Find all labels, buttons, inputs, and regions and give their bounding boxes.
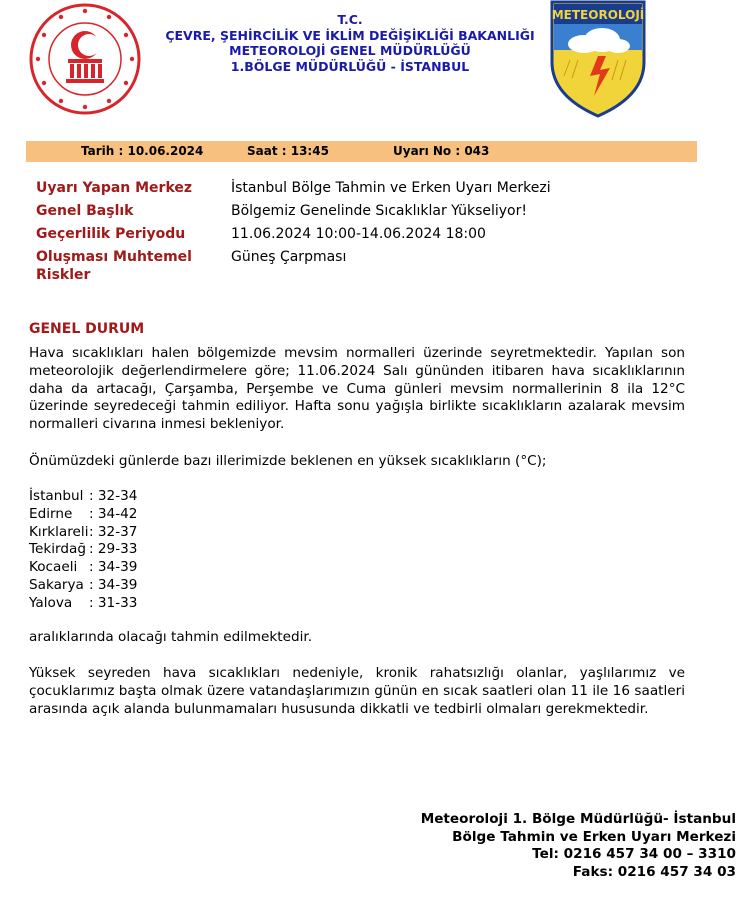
temperature-range: : 31-33 <box>89 594 138 611</box>
footer-directorate: Meteoroloji 1. Bölge Müdürlüğü- İstanbul <box>420 811 736 827</box>
paragraph-forecast-note: aralıklarında olacağı tahmin edilmektedir. <box>29 629 313 645</box>
list-item <box>29 524 137 542</box>
paragraph-situation: Hava sıcaklıkları halen bölgemizde mevsim normalleri üzerinde seyretmektedir. Yapılan son meteorolojik değerlendirmelere göre; 11.06.2024 Salı gününden itibaren hava sıcaklıklarının daha da artacağı, Çarşamba, Perşembe ve Cuma günleri mevsim normallerinin 8 ila 12°C üzerinde seyredeceği tahmin ediliyor. Hafta sonu yağışla birlikte sıcaklıkların azalarak mevsim normalleri civarına inmesi bekleniyor. <box>29 345 685 433</box>
list-item <box>29 488 137 506</box>
meta-value: İstanbul Bölge Tahmin ve Erken Uyarı Merkezi <box>231 180 551 196</box>
list-item <box>29 595 137 613</box>
paragraph-temperature-intro: Önümüzdeki günlerde bazı illerimizde beklenen en yüksek sıcaklıkların (°C); <box>29 453 547 469</box>
ministry-seal-logo <box>26 3 144 115</box>
meta-label: Genel Başlık <box>36 203 134 219</box>
meta-row-risks <box>36 248 716 288</box>
meta-value: Bölgemiz Genelinde Sıcaklıklar Yükseliyor! <box>231 203 527 219</box>
temperature-range: : 34-42 <box>89 505 138 522</box>
meta-label: Uyarı Yapan Merkez <box>36 180 193 196</box>
warning-date: Tarih : 10.06.2024 <box>81 144 204 158</box>
meta-label: Geçerlilik Periyodu <box>36 226 186 242</box>
footer-phone: Tel: 0216 457 34 00 – 3310 <box>532 846 736 862</box>
warning-time: Saat : 13:45 <box>247 144 329 158</box>
temperature-list <box>29 488 137 613</box>
footer-fax: Faks: 0216 457 34 03 <box>572 863 736 880</box>
header-line-ministry: ÇEVRE, ŞEHİRCİLİK VE İKLİM DEĞİŞİKLİĞİ BAKANLIĞI <box>165 27 535 43</box>
city-name: Edirne <box>29 505 73 522</box>
warning-meta-table <box>36 179 716 288</box>
warning-number: Uyarı No : 043 <box>393 144 490 158</box>
header-line-tc: T.C. <box>337 12 363 27</box>
temperature-range: : 32-37 <box>89 523 138 540</box>
document-header <box>150 12 550 74</box>
list-item <box>29 577 137 595</box>
temperature-range: : 32-34 <box>89 488 138 504</box>
list-item <box>29 506 137 524</box>
meta-row-title <box>36 202 716 225</box>
temperature-range: : 34-39 <box>89 559 138 576</box>
temperature-range: : 34-39 <box>89 576 138 593</box>
city-name: Yalova <box>29 594 73 611</box>
svg-text:METEOROLOJİ: METEOROLOJİ <box>551 8 645 22</box>
meta-label: Oluşması Muhtemel Riskler <box>36 249 192 283</box>
meta-row-center <box>36 179 716 202</box>
meteoroloji-logo <box>548 0 648 118</box>
header-line-region: 1.BÖLGE MÜDÜRLÜĞÜ - İSTANBUL <box>230 58 470 74</box>
list-item <box>29 541 137 559</box>
section-title-genel-durum: GENEL DURUM <box>29 321 145 337</box>
city-name: Sakarya <box>29 576 84 593</box>
city-name: Kocaeli <box>29 559 78 576</box>
contact-footer <box>421 811 736 881</box>
city-name: İstanbul <box>29 488 84 504</box>
paragraph-advice: Yüksek seyreden hava sıcaklıkları nedeniyle, kronik rahatsızlığı olanlar, yaşlılarımız ve çocuklarımız başta olmak üzere vatandaşlarımızın günün en sıcak saatleri olan 11 ile 16 saatleri arasında açık alanda bulunmamaları hususunda dikkatli ve tedbirli olmaları gerekmektedir. <box>29 665 685 717</box>
list-item <box>29 559 137 577</box>
city-name: Tekirdağ <box>29 541 86 558</box>
meta-value: Güneş Çarpması <box>231 249 347 265</box>
footer-center: Bölge Tahmin ve Erken Uyarı Merkezi <box>452 828 736 845</box>
temperature-range: : 29-33 <box>89 541 138 558</box>
header-line-directorate: METEOROLOJİ GENEL MÜDÜRLÜĞÜ <box>229 43 471 58</box>
city-name: Kırklareli <box>29 523 89 540</box>
warning-info-bar <box>26 141 697 162</box>
meta-row-validity <box>36 225 716 248</box>
meta-value: 11.06.2024 10:00-14.06.2024 18:00 <box>231 226 486 242</box>
